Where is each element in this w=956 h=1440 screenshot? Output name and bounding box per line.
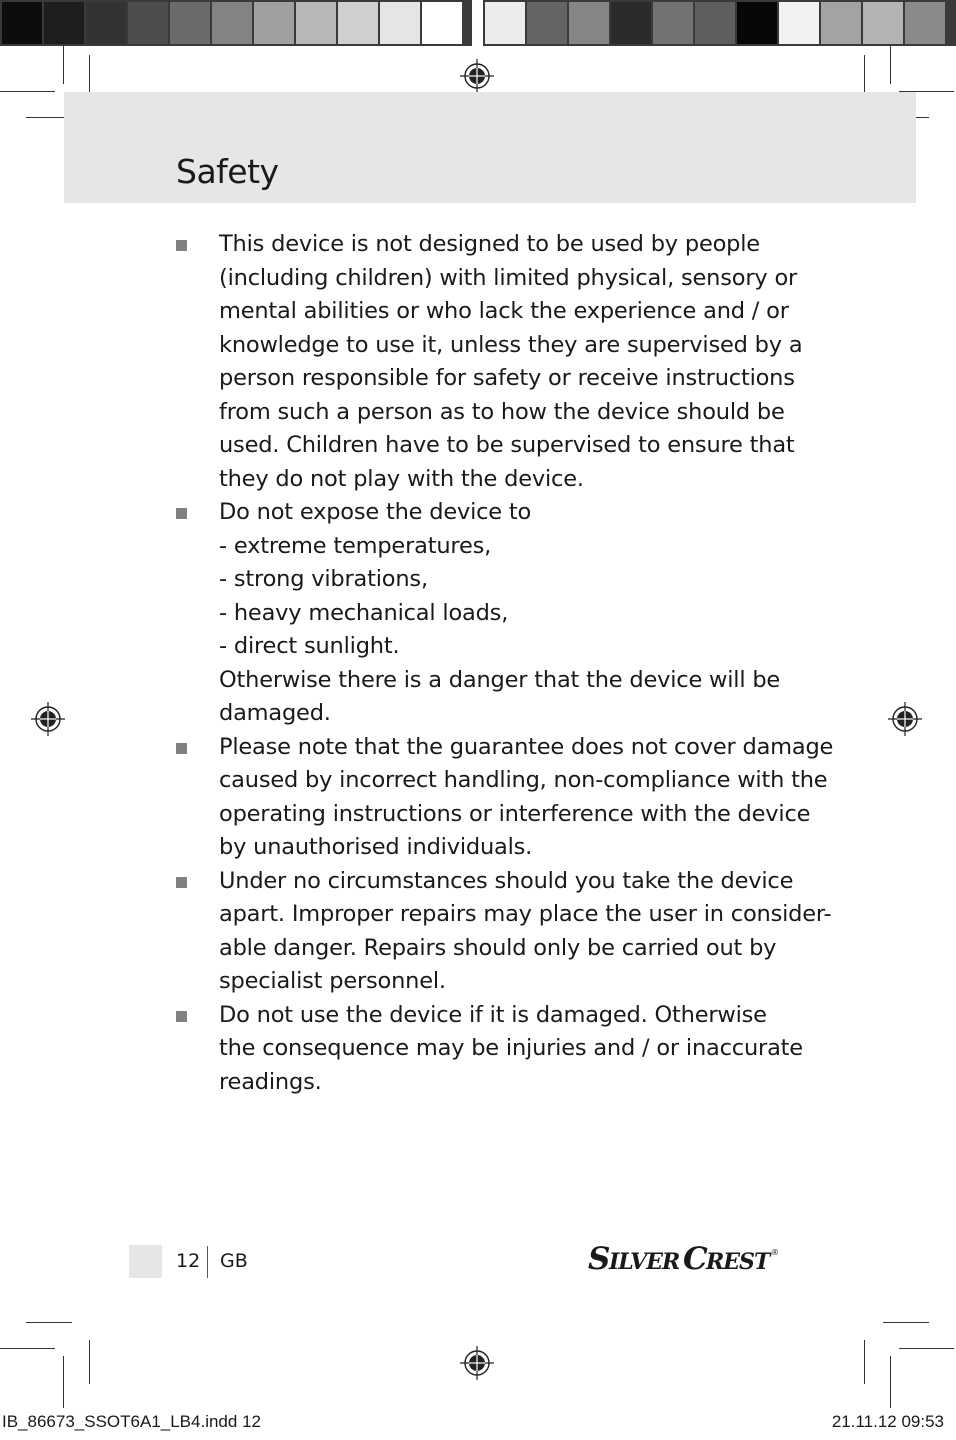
registration-mark-icon bbox=[460, 1346, 494, 1380]
color-swatch bbox=[380, 2, 420, 44]
color-swatch bbox=[737, 2, 777, 44]
crop-mark bbox=[890, 1356, 891, 1408]
crop-mark bbox=[89, 1340, 90, 1384]
color-swatch bbox=[695, 2, 735, 44]
svg-text:REST: REST bbox=[706, 1249, 770, 1275]
print-slug-file: IB_86673_SSOT6A1_LB4.indd 12 bbox=[2, 1412, 261, 1431]
svg-text:®: ® bbox=[771, 1248, 779, 1257]
crop-mark bbox=[63, 46, 64, 84]
item-text-line: readings. bbox=[219, 1068, 322, 1095]
item-text-line: (including children) with limited physical, sensory or bbox=[219, 264, 798, 291]
crop-mark bbox=[0, 91, 55, 92]
print-slug-datetime: 21.11.12 09:53 bbox=[831, 1412, 944, 1431]
item-text-line: used. Children have to be supervised to ensure that bbox=[219, 432, 795, 458]
registration-mark-icon bbox=[31, 702, 65, 736]
safety-item-guarantee bbox=[176, 731, 834, 865]
item-text-line: - strong vibrations, bbox=[219, 566, 428, 592]
color-swatch bbox=[422, 2, 462, 44]
footer-divider bbox=[207, 1246, 208, 1278]
safety-list bbox=[176, 228, 834, 1099]
item-text-line: Do not use the device if it is damaged. Otherwise bbox=[219, 1001, 767, 1028]
crop-mark bbox=[890, 46, 891, 84]
color-swatch bbox=[905, 2, 945, 44]
color-swatch bbox=[296, 2, 336, 44]
item-text-line: operating instructions or interference with the device bbox=[219, 800, 811, 827]
item-text-line: damaged. bbox=[219, 700, 331, 726]
color-calibration-bar-left bbox=[0, 0, 472, 46]
item-text-line: specialist personnel. bbox=[219, 968, 446, 994]
svg-text:S: S bbox=[588, 1241, 610, 1277]
color-swatch bbox=[779, 2, 819, 44]
color-swatch bbox=[527, 2, 567, 44]
color-swatch bbox=[569, 2, 609, 44]
color-swatch bbox=[254, 2, 294, 44]
item-text-line: they do not play with the device. bbox=[219, 465, 584, 492]
item-text-line: caused by incorrect handling, non-compliance with the bbox=[219, 767, 828, 793]
item-text-line: knowledge to use it, unless they are supervised by a bbox=[219, 331, 803, 358]
crop-mark bbox=[26, 1322, 72, 1323]
item-text-line: - direct sunlight. bbox=[219, 633, 400, 659]
square-bullet-icon bbox=[176, 743, 187, 754]
safety-item-damaged-device bbox=[176, 999, 803, 1100]
item-text-line: Otherwise there is a danger that the device will be bbox=[219, 666, 781, 693]
item-text-line: able danger. Repairs should only be carried out by bbox=[219, 934, 777, 961]
item-text-line: Under no circumstances should you take the device bbox=[219, 867, 794, 894]
safety-item-exposure bbox=[176, 496, 796, 731]
svg-text:C: C bbox=[683, 1241, 707, 1277]
item-text-line: by unauthorised individuals. bbox=[219, 834, 533, 860]
registration-mark-icon bbox=[460, 59, 494, 93]
item-text-line: This device is not designed to be used by people bbox=[219, 231, 760, 257]
crop-mark bbox=[899, 1348, 954, 1349]
color-swatch bbox=[2, 2, 42, 44]
page-title: Safety bbox=[176, 152, 279, 191]
item-text-line: Do not expose the device to bbox=[219, 499, 532, 525]
item-text-line: - extreme temperatures, bbox=[219, 532, 492, 559]
silvercrest-logo bbox=[588, 1240, 778, 1278]
color-calibration-bar-right bbox=[483, 0, 956, 46]
item-text-line: person responsible for safety or receive instructions bbox=[219, 365, 795, 391]
color-swatch bbox=[44, 2, 84, 44]
item-text-line: Please note that the guarantee does not cover damage bbox=[219, 733, 834, 760]
svg-text:ILVER: ILVER bbox=[609, 1249, 680, 1275]
page-tab-marker bbox=[129, 1245, 162, 1278]
color-swatch bbox=[653, 2, 693, 44]
color-swatch bbox=[212, 2, 252, 44]
color-swatch bbox=[863, 2, 903, 44]
color-swatch bbox=[128, 2, 168, 44]
language-code: GB bbox=[220, 1250, 248, 1272]
safety-item-supervision bbox=[176, 228, 803, 496]
color-swatch bbox=[821, 2, 861, 44]
crop-mark bbox=[63, 1356, 64, 1408]
color-swatch bbox=[338, 2, 378, 44]
item-text-line: from such a person as to how the device should be bbox=[219, 398, 785, 425]
square-bullet-icon bbox=[176, 240, 187, 251]
registration-mark-icon bbox=[888, 702, 922, 736]
color-swatch bbox=[170, 2, 210, 44]
item-text-line: the consequence may be injuries and / or inaccurate bbox=[219, 1035, 803, 1061]
page-number: 12 bbox=[176, 1250, 201, 1272]
crop-mark bbox=[883, 1322, 929, 1323]
item-text-line: - heavy mechanical loads, bbox=[219, 599, 509, 626]
safety-item-repairs bbox=[176, 865, 832, 999]
item-text-line: mental abilities or who lack the experience and / or bbox=[219, 298, 789, 324]
square-bullet-icon bbox=[176, 877, 187, 888]
item-text-line: apart. Improper repairs may place the user in consider- bbox=[219, 901, 832, 927]
crop-mark bbox=[864, 1340, 865, 1384]
square-bullet-icon bbox=[176, 508, 187, 519]
color-swatch bbox=[611, 2, 651, 44]
color-swatch bbox=[485, 2, 525, 44]
crop-mark bbox=[0, 1348, 55, 1349]
square-bullet-icon bbox=[176, 1011, 187, 1022]
color-swatch bbox=[86, 2, 126, 44]
